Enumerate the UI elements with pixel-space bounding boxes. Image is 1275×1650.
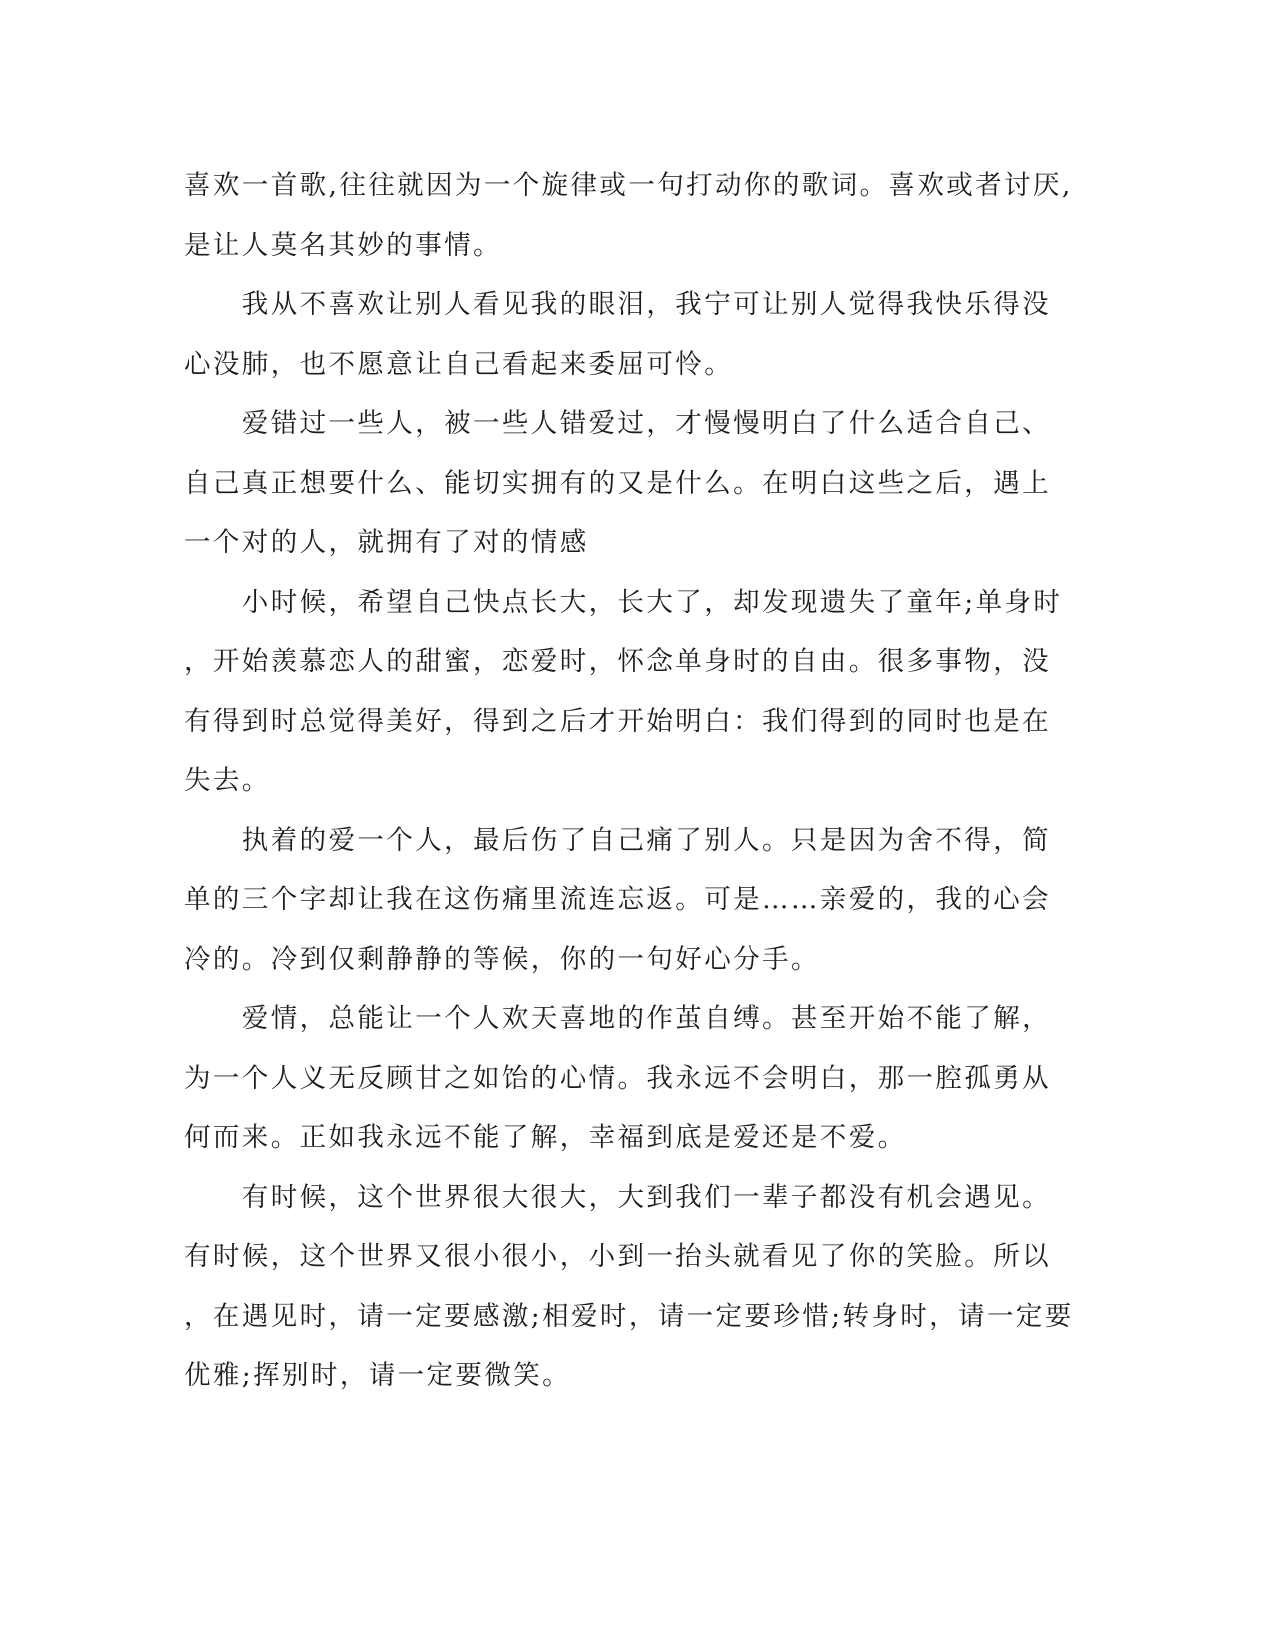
text-line: 心没肺，也不愿意让自己看起来委屈可怜。 <box>184 348 734 380</box>
text-line: ，在遇见时，请一定要感激;相爱时，请一定要珍惜;转身时，请一定要 <box>184 1300 1074 1332</box>
text-line: 小时候，希望自己快点长大，长大了，却发现遗失了童年;单身时 <box>184 586 1063 618</box>
text-line: 执着的爱一个人，最后伤了自己痛了别人。只是因为舍不得，简 <box>184 824 1051 856</box>
text-line: 有时候，这个世界又很小很小，小到一抬头就看见了你的笑脸。所以 <box>184 1241 1051 1272</box>
text-line: 优雅;挥别时，请一定要微笑。 <box>184 1360 572 1391</box>
text-line: 为一个人义无反顾甘之如饴的心情。我永远不会明白，那一腔孤勇从 <box>184 1062 1051 1094</box>
text-line: 有时候，这个世界很大很大，大到我们一辈子都没有机会遇见。 <box>184 1181 1051 1213</box>
text-line: 失去。 <box>184 765 271 796</box>
text-line: 我从不喜欢让别人看见我的眼泪，我宁可让别人觉得我快乐得没 <box>184 289 1051 320</box>
text-line: 单的三个字却让我在这伤痛里流连忘返。可是……亲爱的，我的心会 <box>184 884 1051 915</box>
text-line: 喜欢一首歌,往往就因为一个旋律或一句打动你的歌词。喜欢或者讨厌, <box>184 170 1073 201</box>
text-line: 自己真正想要什么、能切实拥有的又是什么。在明白这些之后，遇上 <box>184 467 1051 499</box>
text-line: ，开始羡慕恋人的甜蜜，恋爱时，怀念单身时的自由。很多事物，没 <box>184 646 1051 677</box>
text-line: 爱错过一些人，被一些人错爱过，才慢慢明白了什么适合自己、 <box>184 408 1051 439</box>
text-line: 冷的。冷到仅剩静静的等候，你的一句好心分手。 <box>184 943 820 975</box>
text-line: 是让人莫名其妙的事情。 <box>184 229 502 261</box>
text-line: 一个对的人，就拥有了对的情感 <box>184 527 589 558</box>
text-line: 爱情，总能让一个人欢天喜地的作茧自缚。甚至开始不能了解， <box>184 1003 1051 1034</box>
text-line: 有得到时总觉得美好，得到之后才开始明白：我们得到的同时也是在 <box>184 705 1051 737</box>
document-body <box>184 156 1074 1406</box>
text-line: 何而来。正如我永远不能了解，幸福到底是爱还是不爱。 <box>184 1122 907 1153</box>
